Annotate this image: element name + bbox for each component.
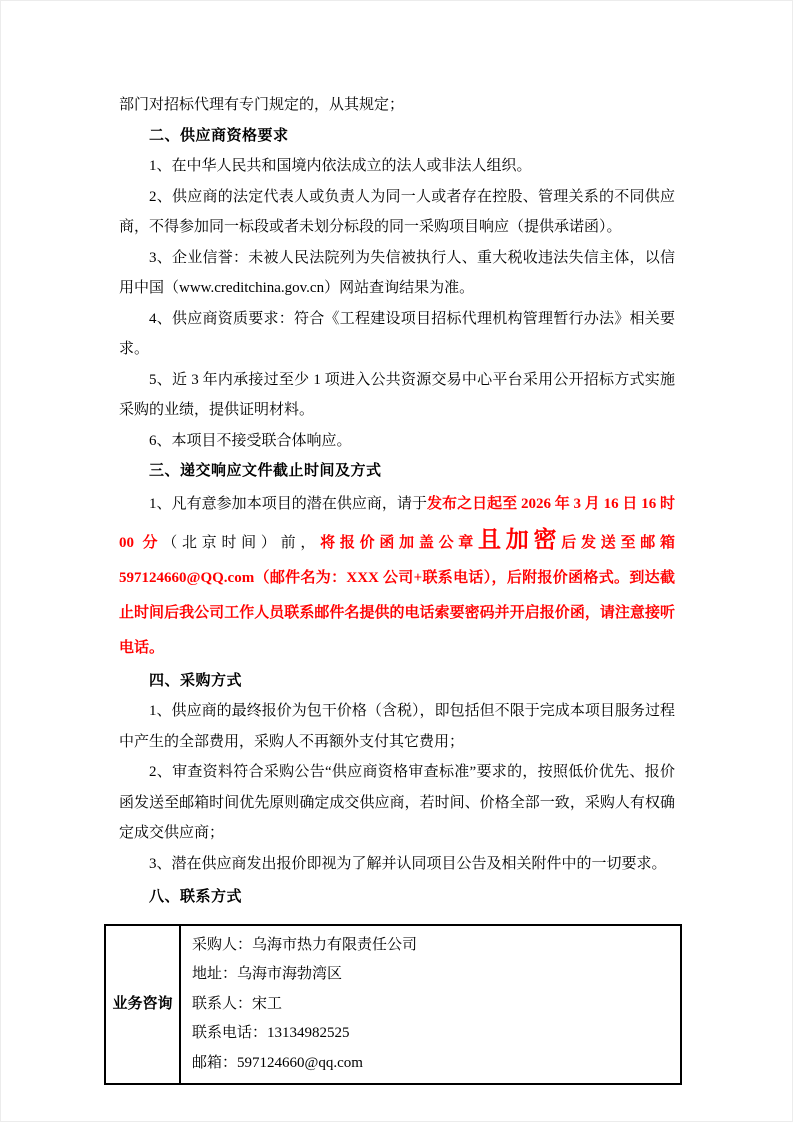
- contact-address: 地址：乌海市海勃湾区: [192, 966, 343, 982]
- contact-person: 联系人：宋工: [192, 995, 283, 1012]
- contact-details-cell: [180, 925, 681, 1085]
- procurement-item-3: 3、潜在供应商发出报价即视为了解并认同项目公告及相关附件中的一切要求。: [149, 855, 667, 872]
- contact-email: 邮箱：597124660@qq.com: [192, 1054, 363, 1071]
- deadline-text-black-2: （北京时间）前，: [162, 534, 321, 551]
- procurement-item-2: 2、审查资料符合采购公告“供应商资格审查标准”要求的，按照低价优先、报价函发送至邮箱时间优先原则确定成交供应商，若时间、价格全部一致，采购人有权确定成交供应商；: [119, 764, 675, 841]
- qualification-item-3: 3、企业信誉：未被人民法院列为失信被执行人、重大税收违法失信主体，以信用中国（www.creditchina.gov.cn）网站查询结果为准。: [119, 249, 675, 296]
- section-heading-supplier-qualifications: 二、供应商资格要求: [149, 126, 289, 144]
- qualification-item-1: 1、在中华人民共和国境内依法成立的法人或非法人组织。: [149, 158, 532, 174]
- deadline-date-red: 发布之日起至 2026 年 3 月 16 日 16 时 00 分: [119, 495, 675, 551]
- section-heading-submission-deadline: 三、递交响应文件截止时间及方式: [149, 462, 382, 479]
- deadline-instructions-red: 后发送至邮箱 597124660@QQ.com（邮件名为：XXX 公司+联系电话），后附报价函格式。到达截止时间后我公司工作人员联系邮件名提供的电话索要密码并开启报价函，请注意接听电话。: [119, 534, 675, 656]
- qualification-item-5: 5、近 3 年内承接过至少 1 项进入公共资源交易中心平台采用公开招标方式实施采购的业绩，提供证明材料。: [119, 371, 675, 418]
- qualification-item-6: 6、本项目不接受联合体响应。: [149, 432, 352, 449]
- contact-purchaser: 采购人：乌海市热力有限责任公司: [192, 936, 418, 953]
- contact-phone: 联系电话：13134982525: [192, 1025, 350, 1041]
- contact-row-header: 业务咨询: [105, 925, 180, 1085]
- qualification-item-2: 2、供应商的法定代表人或负责人为同一人或者存在控股、管理关系的不同供应商，不得参加同一标段或者未划分标段的同一采购项目响应（提供承诺函）。: [119, 188, 675, 235]
- section-heading-procurement-method: 四、采购方式: [149, 671, 243, 689]
- deadline-encrypt-emphasis: 且加密: [478, 526, 562, 552]
- contact-table: [104, 924, 682, 1086]
- section-heading-contact: 八、联系方式: [149, 888, 243, 905]
- intro-continuation-line: 部门对招标代理有专门规定的，从其规定；: [119, 97, 405, 113]
- deadline-seal-red: 将报价函加盖公章: [320, 534, 479, 551]
- procurement-item-1: 1、供应商的最终报价为包干价格（含税），即包括但不限于完成本项目服务过程中产生的全部费用，采购人不再额外支付其它费用；: [119, 703, 675, 750]
- deadline-text-black-1: 1、凡有意参加本项目的潜在供应商，请于: [149, 495, 428, 512]
- qualification-item-4: 4、供应商资质要求：符合《工程建设项目招标代理机构管理暂行办法》相关要求。: [119, 310, 675, 357]
- deadline-paragraph: [119, 487, 675, 666]
- contact-table-row: [105, 925, 681, 1085]
